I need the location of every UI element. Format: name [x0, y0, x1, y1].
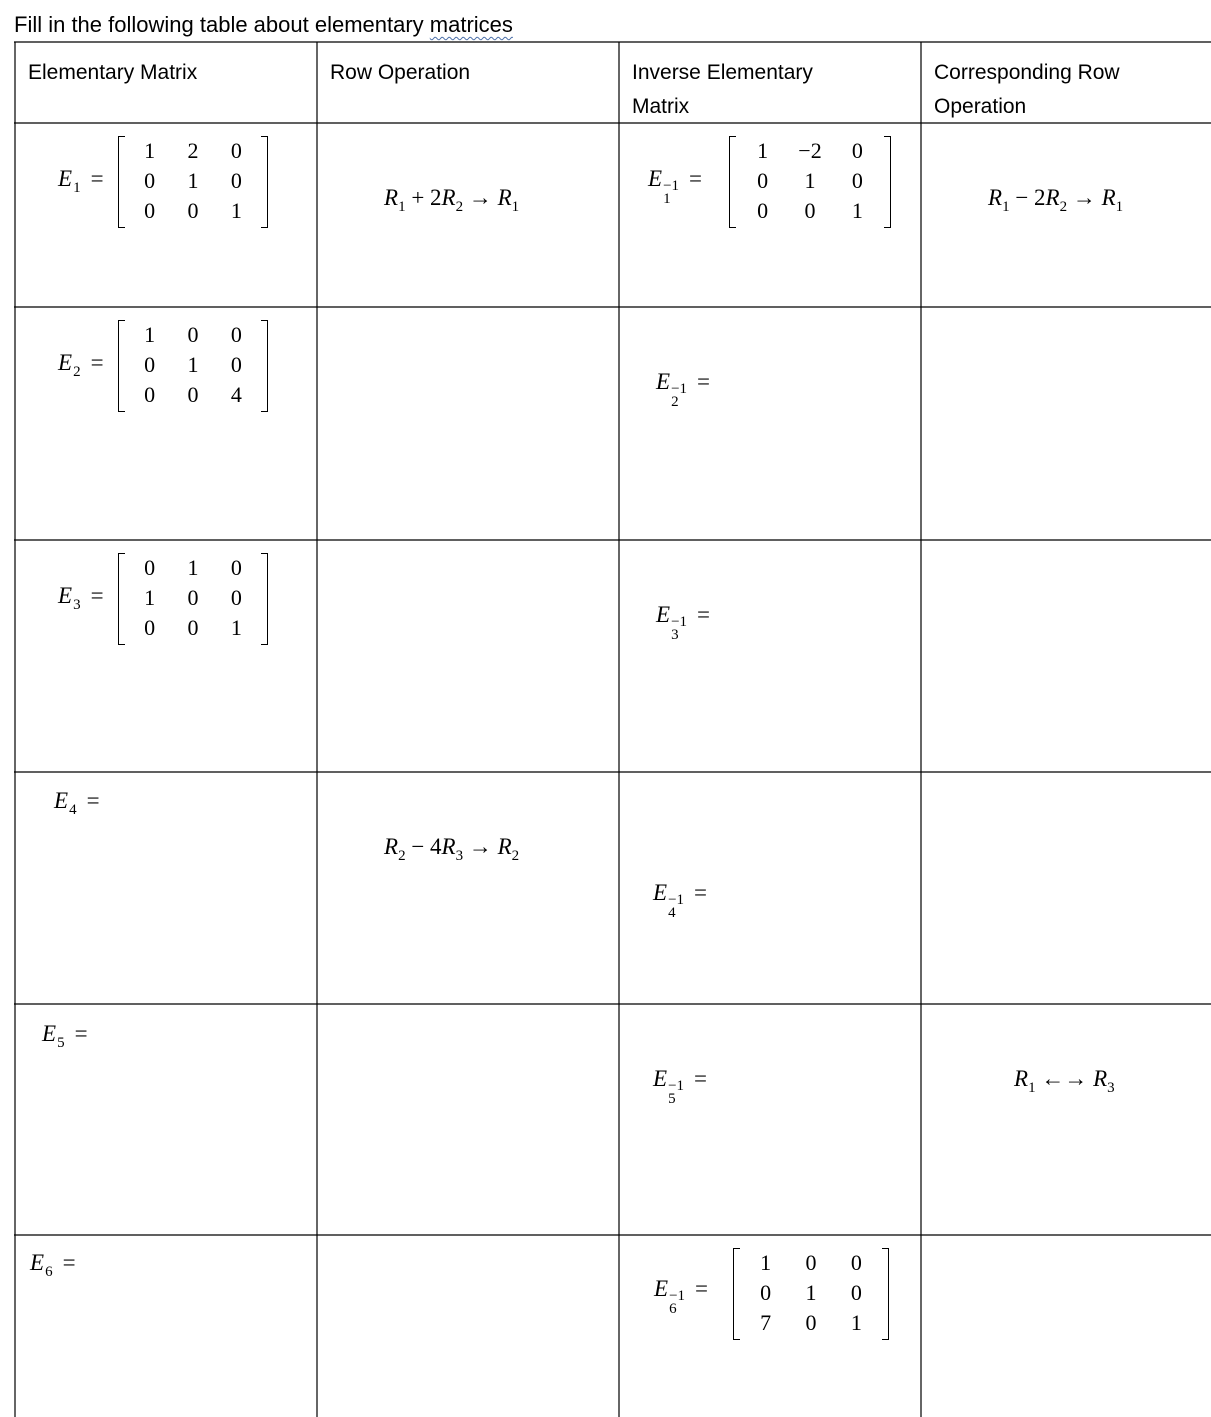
e2-inverse-label: E −1 2 = [656, 369, 711, 410]
matrix-cell: 1 [187, 168, 199, 193]
matrix-cell: 0 [805, 1310, 817, 1335]
e5-label: E 5 = [42, 1021, 88, 1051]
e2-label: E 2 = [58, 350, 104, 380]
left-bracket [118, 136, 125, 228]
e3-label: E 3 = [58, 583, 104, 613]
matrix-cell: 0 [850, 1280, 862, 1305]
row-operation-4: $R_2 - 4R_3 \to R_2$ [384, 834, 520, 864]
matrix-cell: 0 [230, 322, 242, 347]
matrix-cell: 0 [187, 322, 199, 347]
matrix-cell: 1 [144, 138, 156, 163]
e5-inverse-label: E −1 5 = [653, 1066, 708, 1107]
e4-inverse-label: E −1 4 = [653, 880, 708, 921]
matrix-cell: 0 [757, 198, 769, 223]
inverse-row-operation-1: $R_1 - 2R_2 \to R_1$ [988, 185, 1124, 215]
e1-inverse-matrix [729, 134, 891, 228]
matrix-cell: 1 [804, 168, 816, 193]
left-bracket [118, 553, 125, 645]
e1-matrix [118, 134, 268, 228]
matrix-cell: 0 [144, 555, 156, 580]
matrix-cell: 0 [230, 168, 242, 193]
matrix-cell: 1 [144, 322, 156, 347]
matrix-cell: 1 [851, 198, 863, 223]
matrix-cell: 1 [760, 1250, 772, 1275]
matrix-cell: 4 [230, 382, 242, 407]
matrix-cell: 1 [230, 615, 242, 640]
e6-inverse-matrix [733, 1246, 889, 1340]
matrix-cell: 0 [230, 585, 242, 610]
header-corresponding-line2: Operation [934, 95, 1027, 118]
right-bracket [884, 136, 891, 228]
matrix-cell: 0 [760, 1280, 772, 1305]
matrix-cell: 0 [805, 1250, 817, 1275]
matrix-cell: 0 [851, 138, 863, 163]
matrix-cell: −2 [798, 138, 822, 163]
matrix-cell: 0 [850, 1250, 862, 1275]
matrix-cell: 0 [851, 168, 863, 193]
header-inverse-matrix [632, 56, 813, 124]
e4-label: E 4 = [54, 788, 100, 818]
matrix-cell: 0 [230, 555, 242, 580]
header-elementary-matrix: Elementary Matrix [28, 61, 198, 84]
matrix-cell: 1 [757, 138, 769, 163]
left-bracket [118, 320, 125, 412]
e3-inverse-label: E −1 3 = [656, 602, 711, 643]
e2-matrix [118, 318, 268, 412]
left-bracket [729, 136, 736, 228]
matrix-cell: 0 [144, 615, 156, 640]
e6-inverse-label: E −1 6 = [654, 1276, 709, 1317]
matrix-cell: 0 [804, 198, 816, 223]
title-underlined-word: matrices [429, 12, 513, 37]
matrix-cell: 0 [230, 352, 242, 377]
right-bracket [261, 553, 268, 645]
e6-label: E 6 = [30, 1250, 76, 1280]
title-text: Fill in the following table about elementary [14, 12, 430, 37]
matrix-cell: 0 [144, 382, 156, 407]
matrix-cell: 1 [187, 352, 199, 377]
right-bracket [882, 1248, 889, 1340]
matrix-cell: 0 [757, 168, 769, 193]
matrix-cell: 1 [850, 1310, 862, 1335]
matrix-cell: 0 [187, 382, 199, 407]
matrix-cell: 1 [187, 555, 199, 580]
matrix-cell: 0 [230, 138, 242, 163]
matrix-cell: 1 [230, 198, 242, 223]
e1-inverse-label: E −1 1 = [648, 166, 703, 207]
e1-label: E 1 = [58, 166, 104, 196]
matrix-cell: 7 [760, 1310, 772, 1335]
matrix-cell: 0 [144, 352, 156, 377]
header-corresponding-line1: Corresponding Row [934, 61, 1120, 84]
matrix-cell: 0 [187, 585, 199, 610]
e3-matrix [118, 551, 268, 645]
row-operation-1: $R_1 + 2R_2 \to R_1$ [384, 185, 520, 215]
inverse-row-operation-5: $R_1$ ←→ $R_3$ [1014, 1066, 1115, 1096]
matrix-cell: 2 [187, 138, 199, 163]
matrix-cell: 1 [805, 1280, 817, 1305]
right-bracket [261, 320, 268, 412]
matrix-cell: 0 [187, 198, 199, 223]
matrix-cell: 1 [144, 585, 156, 610]
matrix-cell: 0 [187, 615, 199, 640]
right-bracket [261, 136, 268, 228]
header-inverse-line1: Inverse Elementary [632, 61, 813, 84]
matrix-cell: 0 [144, 168, 156, 193]
header-corresponding-operation [934, 56, 1120, 124]
header-row-operation: Row Operation [330, 61, 471, 84]
header-inverse-line2: Matrix [632, 95, 690, 118]
left-bracket [733, 1248, 740, 1340]
matrix-cell: 0 [144, 198, 156, 223]
